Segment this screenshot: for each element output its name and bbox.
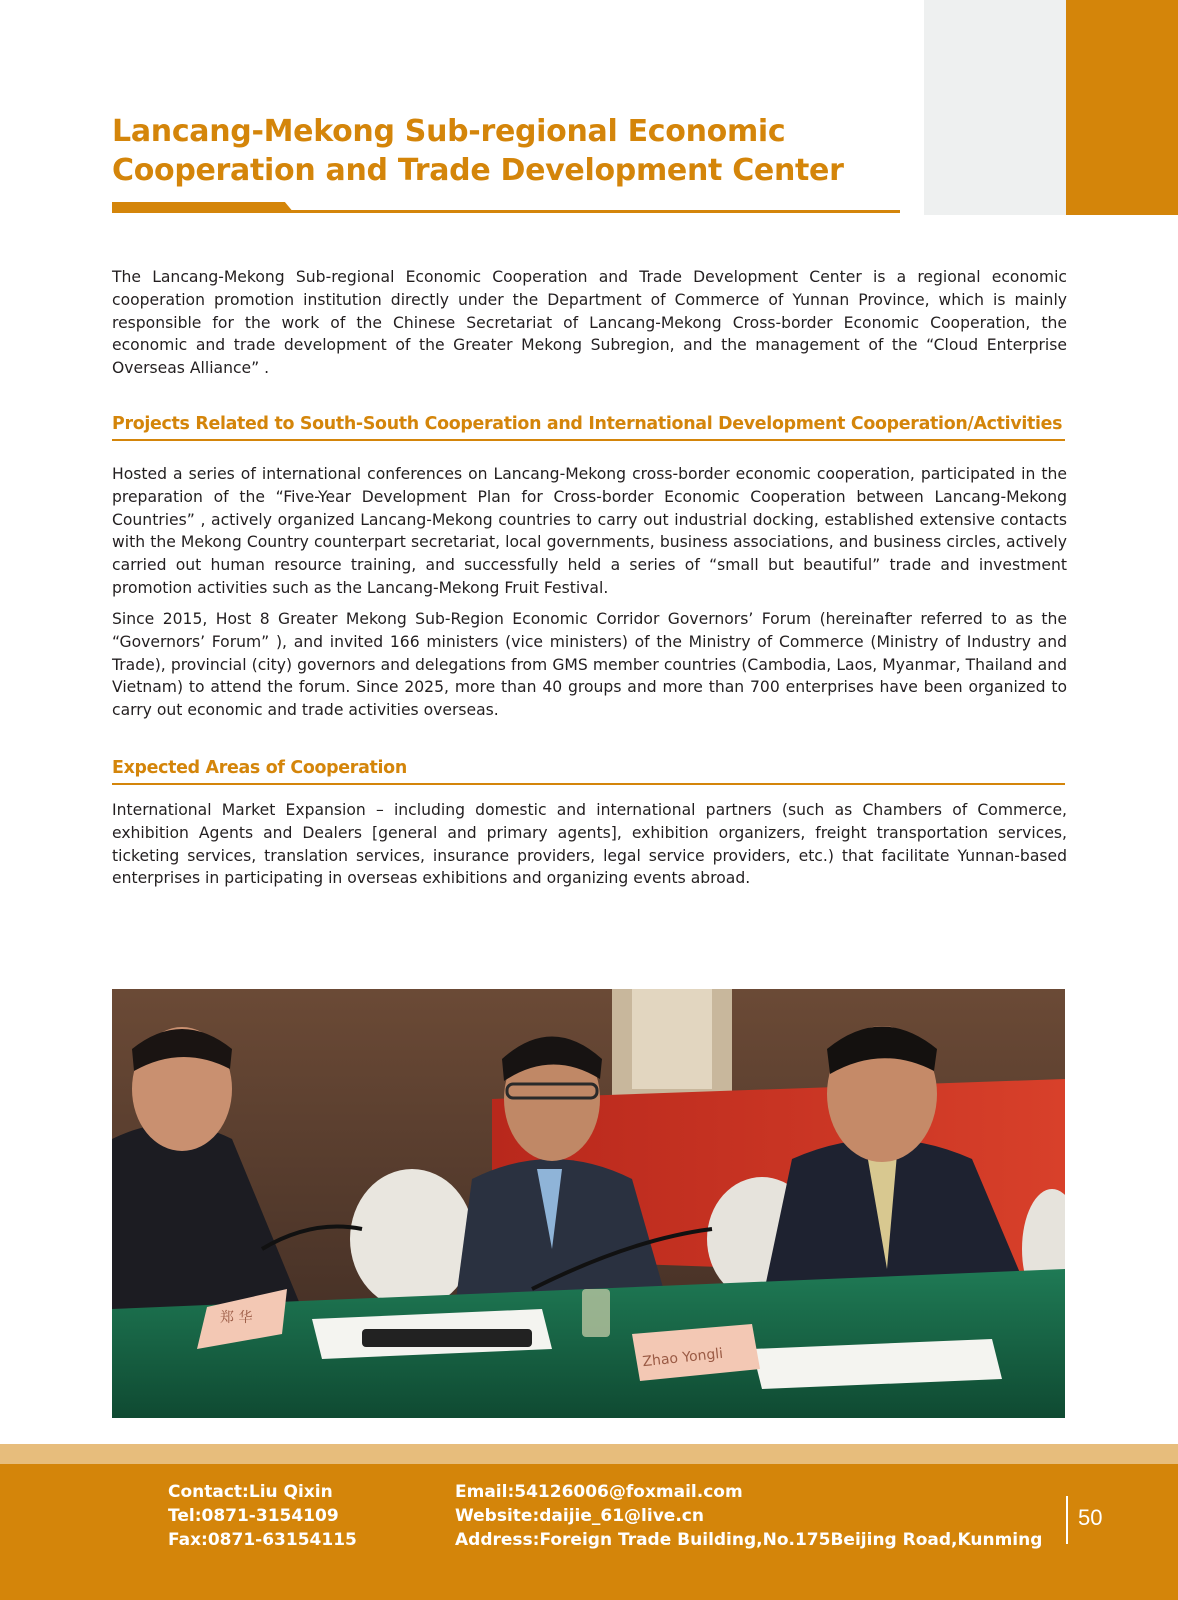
footer-accent-band: [0, 1444, 1178, 1464]
footer-address: Address:Foreign Trade Building,No.175Beijing Road,Kunming: [455, 1530, 1043, 1550]
footer-email: Email:54126006@foxmail.com: [455, 1482, 743, 1502]
expected-paragraph: International Market Expansion – including domestic and international partners (such as Chambers of Commerce, exhibition Agents and Dealers [general and primary agents], exhibition organizers, freight transportation services, ticketing services, translation services, insurance providers, legal service providers, etc.) that facilitate Yunnan-based enterprises in participating in overseas exhibitions and organizing events abroad.: [112, 801, 1067, 888]
projects-paragraph-1: Hosted a series of international conferences on Lancang-Mekong cross-border economic cooperation, participated in the preparation of the “Five-Year Development Plan for Cross-border Economic Cooperation between Lancang-Mekong Countries” , actively organized Lancang-Mekong countries to carry out industrial docking, established extensive contacts with the Mekong Country counterpart secretariat, local governments, business associations, and business circles, actively carried out human resource training, and successfully held a series of “small but beautiful” trade and investment promotion activities such as the Lancang-Mekong Fruit Festival.: [112, 465, 1067, 597]
projects-heading: Projects Related to South-South Cooperation and International Development Cooperation/Activities: [112, 414, 1063, 434]
expected-heading-rule: [112, 783, 1065, 785]
footer-address-column: [455, 1480, 1042, 1552]
projects-paragraph-2: Since 2015, Host 8 Greater Mekong Sub-Region Economic Corridor Governors’ Forum (hereinafter referred to as the “Governors’ Forum” ), and invited 166 ministers (vice ministers) of the Ministry of Commerce (Ministry of Industry and Trade), provincial (city) governors and delegations from GMS member countries (Cambodia, Laos, Myanmar, Thailand and Vietnam) to attend the forum. Since 2025, more than 40 groups and more than 700 enterprises have been organized to carry out economic and trade activities overseas.: [112, 610, 1067, 720]
corner-orange-block: [1066, 0, 1178, 215]
nameplate-left-text: 郑 华: [220, 1310, 253, 1326]
expected-heading: Expected Areas of Cooperation: [112, 758, 407, 778]
page-number: 50: [1078, 1505, 1103, 1530]
footer-fax: Fax:0871-63154115: [168, 1530, 357, 1550]
corner-gray-block: [924, 0, 1066, 215]
intro-paragraph: The Lancang-Mekong Sub-regional Economic Cooperation and Trade Development Center is a regional economic cooperation promotion institution directly under the Department of Commerce of Yunnan Province, which is mainly responsible for the work of the Chinese Secretariat of Lancang-Mekong Cross-border Economic Cooperation, the economic and trade development of the Greater Mekong Subregion, and the management of the “Cloud Enterprise Overseas Alliance” .: [112, 268, 1067, 378]
page-title-line-2: Cooperation and Trade Development Center: [112, 153, 844, 188]
footer-website: Website:daijie_61@live.cn: [455, 1506, 704, 1526]
page-number-divider: [1066, 1496, 1068, 1544]
page-title-line-1: Lancang-Mekong Sub-regional Economic: [112, 114, 786, 149]
nameplate-right-text: Zhao Yongli: [641, 1345, 724, 1371]
conference-photo: [112, 989, 1065, 1418]
footer-contact: Contact:Liu Qixin: [168, 1482, 333, 1502]
footer-tel: Tel:0871-3154109: [168, 1506, 339, 1526]
title-underline: [112, 210, 900, 213]
page-title: [112, 112, 912, 190]
projects-heading-rule: [112, 439, 1065, 441]
footer-contact-column: [168, 1480, 357, 1552]
